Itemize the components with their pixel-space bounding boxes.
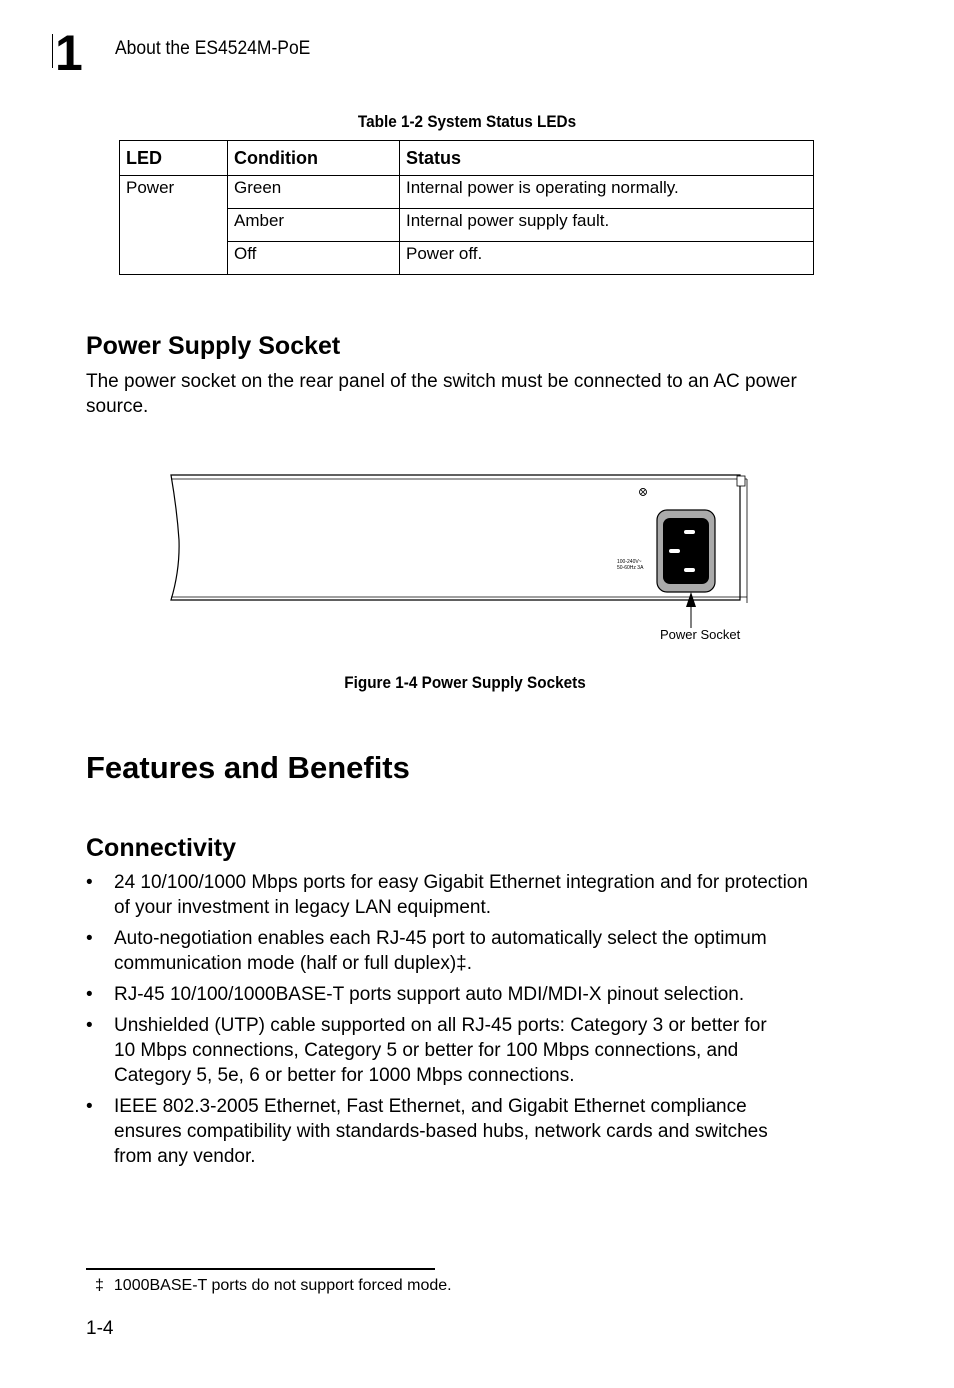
table-cell-status: Internal power supply fault. <box>400 209 814 242</box>
connectivity-list <box>86 870 856 1175</box>
footnote <box>95 1277 452 1295</box>
list-item-line: communication mode (half or full duplex)‡. <box>114 953 473 974</box>
table-cell-condition: Off <box>228 242 400 275</box>
list-item <box>86 982 856 1007</box>
list-item <box>86 1013 856 1088</box>
power-supply-heading: Power Supply Socket <box>86 332 341 360</box>
power-socket-callout: Power Socket <box>660 627 741 642</box>
table-cell-status: Power off. <box>400 242 814 275</box>
table-cell-condition: Amber <box>228 209 400 242</box>
bullet-symbol: • <box>86 984 93 1005</box>
rating-label-line2: 50-60Hz 3A <box>617 565 644 571</box>
list-item-line: RJ-45 10/100/1000BASE-T ports support auto MDI/MDI-X pinout selection. <box>114 984 745 1005</box>
rating-label-line1: 100-240V~ <box>617 559 642 565</box>
chapter-number: 1 <box>55 25 81 81</box>
bullet-symbol: • <box>86 928 93 949</box>
list-item <box>86 1094 856 1169</box>
table-cell-condition: Green <box>228 176 400 209</box>
list-item-line: ensures compatibility with standards-based hubs, network cards and switches <box>114 1121 768 1142</box>
running-header: About the ES4524M-PoE <box>115 38 311 59</box>
power-supply-text-line2: source. <box>86 396 149 417</box>
table-cell-led: Power <box>120 176 228 275</box>
chapter-tab <box>52 25 89 81</box>
table-header-cell: Status <box>400 141 814 176</box>
table-header-row <box>120 141 814 176</box>
list-item-line: of your investment in legacy LAN equipment. <box>114 897 492 918</box>
table-caption: Table 1-2 System Status LEDs <box>357 112 577 131</box>
table-header-cell: LED <box>120 141 228 176</box>
footnote-rule <box>86 1268 435 1270</box>
list-item-line: IEEE 802.3-2005 Ethernet, Fast Ethernet, and Gigabit Ethernet compliance <box>114 1096 747 1117</box>
list-item-line: Auto-negotiation enables each RJ-45 port to automatically select the optimum <box>114 928 767 949</box>
list-item-line: Unshielded (UTP) cable supported on all RJ-45 ports: Category 3 or better for <box>114 1015 767 1036</box>
rear-panel-illustration <box>160 470 760 650</box>
features-heading: Features and Benefits <box>86 750 410 785</box>
footnote-symbol: ‡ <box>95 1277 104 1294</box>
power-supply-text-line1: The power socket on the rear panel of the switch must be connected to an AC power <box>86 371 797 392</box>
list-item <box>86 870 856 920</box>
bullet-symbol: • <box>86 872 93 893</box>
list-item-line: 10 Mbps connections, Category 5 or better for 100 Mbps connections, and <box>114 1040 739 1061</box>
chapter-tab-rule <box>52 34 53 68</box>
table-row <box>120 176 814 209</box>
bullet-symbol: • <box>86 1096 93 1117</box>
chassis-outline <box>171 475 740 600</box>
list-item-line: from any vendor. <box>114 1146 256 1167</box>
connectivity-heading: Connectivity <box>86 834 237 862</box>
footnote-text: 1000BASE-T ports do not support forced mode. <box>113 1277 452 1294</box>
figure-caption: Figure 1-4 Power Supply Sockets <box>344 673 586 692</box>
list-item <box>86 926 856 976</box>
system-status-led-table <box>119 140 814 275</box>
bullet-symbol: • <box>86 1015 93 1036</box>
page-number: 1-4 <box>86 1318 114 1339</box>
table-header-cell: Condition <box>228 141 400 176</box>
table-cell-status: Internal power is operating normally. <box>400 176 814 209</box>
list-item-line: 24 10/100/1000 Mbps ports for easy Gigabit Ethernet integration and for protection <box>114 872 808 893</box>
list-item-line: Category 5, 5e, 6 or better for 1000 Mbps connections. <box>114 1065 575 1086</box>
